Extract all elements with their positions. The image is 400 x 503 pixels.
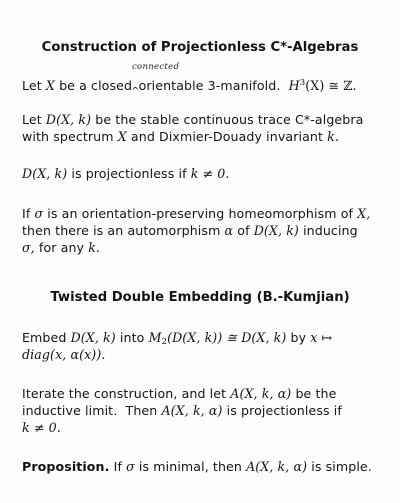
insertion-caret-icon: ^ [131, 86, 140, 97]
paragraph-projectionless: D(X, k) is projectionless if k ≠ 0. [22, 166, 230, 181]
handwritten-annotation: connected [132, 62, 180, 72]
paragraph-iterate-line3: k ≠ 0. [22, 420, 61, 435]
paragraph-homeomorphism-line1: If σ is an orientation-preserving homeomorphism of X, [22, 206, 371, 221]
paragraph-homeomorphism-line3: σ, for any k. [22, 240, 101, 255]
paragraph-homeomorphism-line2: then there is an automorphism α of D(X, k) inducing [22, 223, 358, 238]
paragraph-continuous-trace-line1: Let D(X, k) be the stable continuous trace C*-algebra [22, 112, 364, 127]
proposition-label: Proposition. [22, 459, 110, 474]
section-title-construction: Construction of Projectionless C*-Algebras [41, 40, 359, 55]
paragraph-manifold: Let X be a closed^orientable 3-manifold. $H^3(X)$ ≅ ℤ. [22, 78, 357, 97]
paragraph-embed-line1: Embed D(X, k) into $M_2(D(X$, k)) ≅ D(X, k) by x ↦ [22, 330, 333, 347]
paragraph-embed-line2: diag(x, α(x)). [22, 347, 106, 362]
paragraph-iterate-line1: Iterate the construction, and let A(X, k, α) be the [22, 386, 337, 401]
paragraph-iterate-line2: inductive limit. Then A(X, k, α) is projectionless if [22, 403, 342, 418]
proposition-statement: Proposition. If σ is minimal, then A(X, k, α) is simple. [22, 459, 372, 474]
paragraph-continuous-trace-line2: with spectrum X and Dixmier-Douady invariant k. [22, 129, 339, 144]
section-title-twisted-embedding: Twisted Double Embedding (B.-Kumjian) [50, 290, 350, 305]
